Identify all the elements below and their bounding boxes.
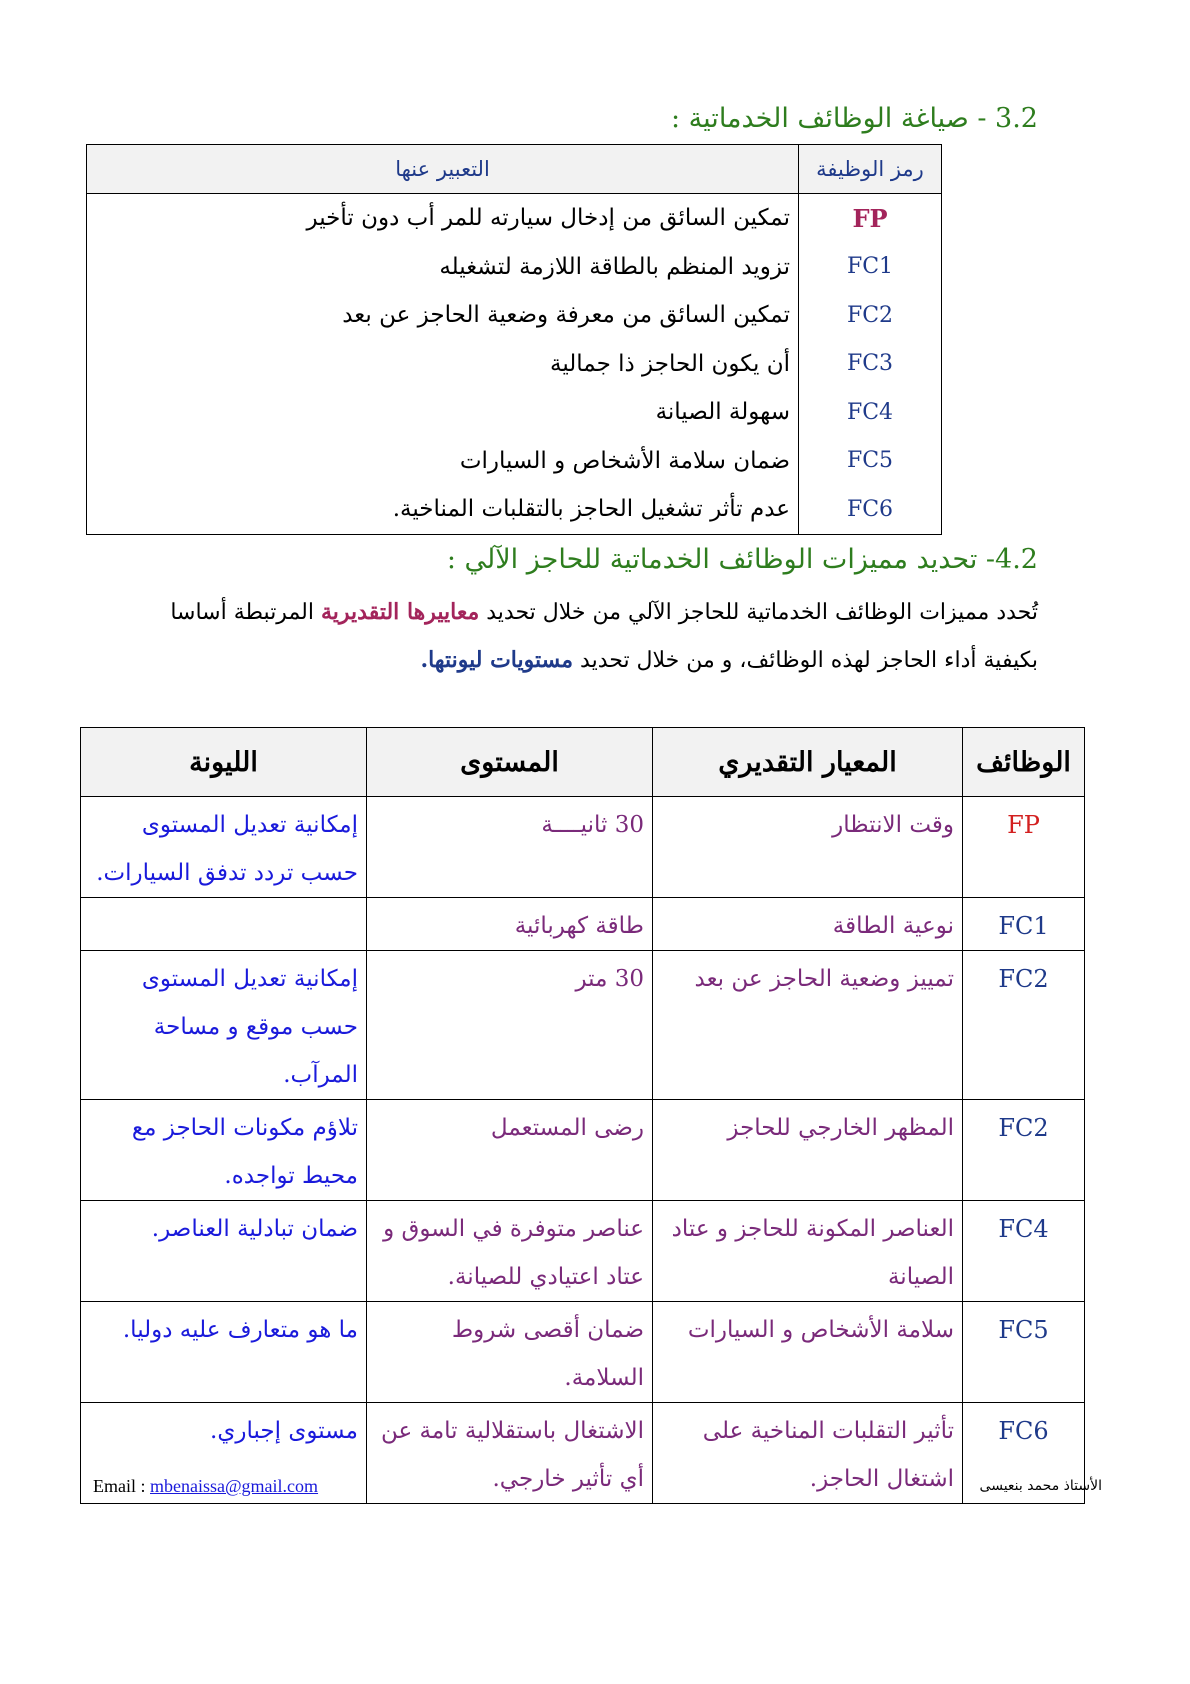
table-row: [81, 898, 1085, 951]
function-code: FC4: [963, 1201, 1085, 1302]
paragraph-emphasis: معاييرها التقديرية: [320, 599, 480, 625]
function-code: FC6: [799, 485, 942, 534]
level-cell: طاقة كهربائية: [367, 898, 653, 951]
function-code: FC2: [963, 1100, 1085, 1201]
function-code: FC4: [799, 388, 942, 437]
function-code: FC5: [799, 437, 942, 486]
criterion-cell: تمييز وضعية الحاجز عن بعد: [653, 951, 963, 1100]
paragraph-emphasis: مستويات ليونتها.: [420, 647, 574, 673]
flexibility-cell: [81, 898, 367, 951]
intro-paragraph-line-1: [78, 587, 1038, 638]
header-criterion: المعيار التقديري: [653, 728, 963, 797]
level-cell: 30 متر: [367, 951, 653, 1100]
footer-email: [93, 1476, 318, 1497]
table-row: [87, 243, 942, 292]
function-expression: عدم تأثر تشغيل الحاجز بالتقلبات المناخية.: [87, 485, 799, 534]
level-cell: ضمان أقصى شروط السلامة.: [367, 1302, 653, 1403]
function-expression: تمكين السائق من معرفة وضعية الحاجز عن بعد: [87, 291, 799, 340]
function-code: FC5: [963, 1302, 1085, 1403]
flexibility-cell: مستوى إجباري.: [81, 1403, 367, 1504]
email-label: Email :: [93, 1476, 150, 1496]
function-expression: أن يكون الحاجز ذا جمالية: [87, 340, 799, 389]
email-link[interactable]: mbenaissa@gmail.com: [150, 1476, 319, 1496]
header-functions: الوظائف: [963, 728, 1085, 797]
function-code: FC3: [799, 340, 942, 389]
flexibility-cell: ما هو متعارف عليه دوليا.: [81, 1302, 367, 1403]
table-row: [87, 437, 942, 486]
criterion-cell: نوعية الطاقة: [653, 898, 963, 951]
paragraph-text: بكيفية أداء الحاجز لهذه الوظائف، و من خلال تحديد: [573, 648, 1038, 673]
section-heading-4-2: 4.2- تحديد مميزات الوظائف الخدماتية للحاجز الآلي :: [446, 544, 1038, 575]
service-functions-table: [86, 144, 942, 535]
function-expression: ضمان سلامة الأشخاص و السيارات: [87, 437, 799, 486]
header-function-code: رمز الوظيفة: [799, 145, 942, 194]
level-cell: الاشتغال باستقلالية تامة عن أي تأثير خارجي.: [367, 1403, 653, 1504]
function-expression: تمكين السائق من إدخال سيارته للمر أب دون تأخير: [87, 194, 799, 243]
table-row: [81, 1201, 1085, 1302]
paragraph-text: تُحدد مميزات الوظائف الخدماتية للحاجز الآلي من خلال تحديد: [479, 600, 1038, 625]
table-row: [81, 1302, 1085, 1403]
intro-paragraph-line-2: [78, 635, 1038, 686]
criterion-cell: العناصر المكونة للحاجز و عتاد الصيانة: [653, 1201, 963, 1302]
table-row: [87, 194, 942, 243]
table-row: [87, 485, 942, 534]
table-row: [81, 951, 1085, 1100]
function-code: FP: [963, 797, 1085, 898]
table-header-row: [87, 145, 942, 194]
section-heading-3-2: 3.2 - صياغة الوظائف الخدماتية :: [671, 103, 1038, 134]
function-code: FC1: [799, 243, 942, 292]
table-row: [81, 797, 1085, 898]
header-level: المستوى: [367, 728, 653, 797]
function-characteristics-table: [80, 727, 1085, 1504]
flexibility-cell: إمكانية تعديل المستوى حسب تردد تدفق السيارات.: [81, 797, 367, 898]
table-row: [87, 291, 942, 340]
criterion-cell: المظهر الخارجي للحاجز: [653, 1100, 963, 1201]
criterion-cell: تأثير التقلبات المناخية على اشتغال الحاجز.: [653, 1403, 963, 1504]
footer-author: الأستاذ محمد بنعيسى: [979, 1478, 1102, 1494]
criterion-cell: وقت الانتظار: [653, 797, 963, 898]
flexibility-cell: تلاؤم مكونات الحاجز مع محيط تواجده.: [81, 1100, 367, 1201]
header-flexibility: الليونة: [81, 728, 367, 797]
level-cell: عناصر متوفرة في السوق و عتاد اعتيادي للصيانة.: [367, 1201, 653, 1302]
function-code: FP: [799, 194, 942, 243]
paragraph-text: المرتبطة أساسا: [170, 600, 321, 625]
function-code: FC1: [963, 898, 1085, 951]
table-header-row: [81, 728, 1085, 797]
function-code: FC6: [963, 1403, 1085, 1504]
table-row: [81, 1100, 1085, 1201]
level-cell: 30 ثانيــــة: [367, 797, 653, 898]
function-expression: سهولة الصيانة: [87, 388, 799, 437]
header-expression: التعبير عنها: [87, 145, 799, 194]
criterion-cell: سلامة الأشخاص و السيارات: [653, 1302, 963, 1403]
function-code: FC2: [963, 951, 1085, 1100]
function-expression: تزويد المنظم بالطاقة اللازمة لتشغيله: [87, 243, 799, 292]
flexibility-cell: ضمان تبادلية العناصر.: [81, 1201, 367, 1302]
table-row: [87, 340, 942, 389]
level-cell: رضى المستعمل: [367, 1100, 653, 1201]
table-row: [87, 388, 942, 437]
flexibility-cell: إمكانية تعديل المستوى حسب موقع و مساحة المرآب.: [81, 951, 367, 1100]
function-code: FC2: [799, 291, 942, 340]
